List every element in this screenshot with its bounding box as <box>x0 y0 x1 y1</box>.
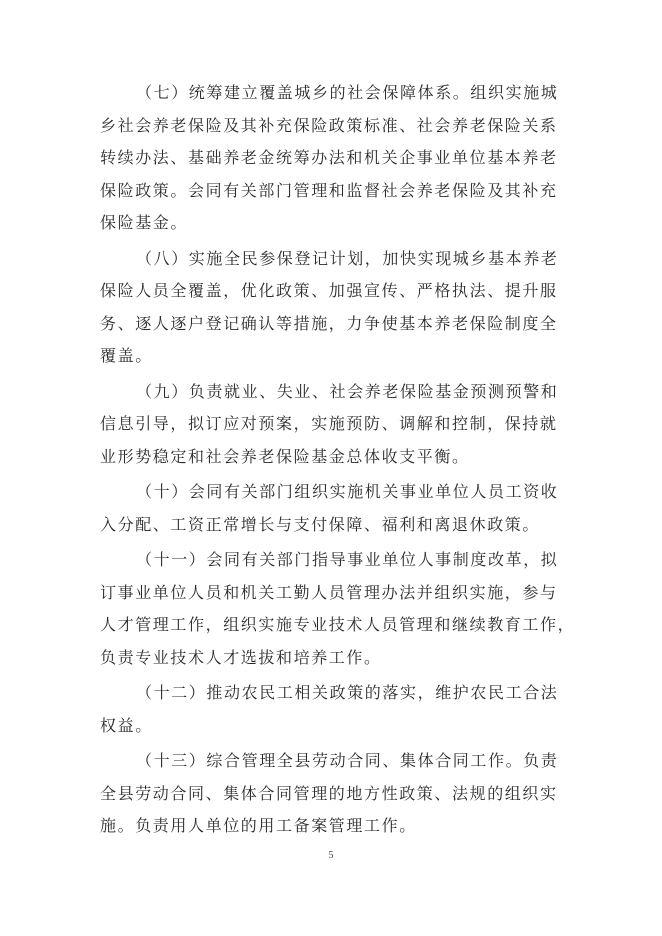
paragraph-line: 覆盖。 <box>100 346 153 365</box>
paragraph-line: 信息引导，拟订应对预案，实施预防、调解和控制，保持就 <box>100 414 558 433</box>
paragraph <box>100 677 580 742</box>
paragraph-line: 权益。 <box>100 715 153 735</box>
paragraph-line: 乡社会养老保险及其补充保险政策标准、社会养老保险关系 <box>100 115 558 135</box>
paragraph-line: 负责专业技术人才选拔和培养工作。 <box>100 647 382 667</box>
paragraph-line: （十一）会同有关部门指导事业单位人事制度改革，拟 <box>136 550 559 569</box>
paragraph <box>100 376 580 474</box>
paragraph-line: 入分配、工资正常增长与支付保障、福利和离退休政策。 <box>100 514 541 534</box>
paragraph-line: 全县劳动合同、集体合同管理的地方性政策、法规的组织实 <box>100 783 558 803</box>
paragraph-line: 保险政策。会同有关部门管理和监督社会养老保险及其补充 <box>100 180 558 200</box>
paragraph <box>100 243 580 373</box>
paragraph-line: （十三）综合管理全县劳动合同、集体合同工作。负责 <box>136 751 559 770</box>
paragraph-line: （八）实施全民参保登记计划，加快实现城乡基本养老 <box>136 248 559 268</box>
paragraph-line: 务、逐人逐户登记确认等措施，力争使基本养老保险制度全 <box>100 313 558 333</box>
paragraph-line: （九）负责就业、失业、社会养老保险基金预测预警和 <box>136 381 559 401</box>
paragraph-line: 订事业单位人员和机关工勤人员管理办法并组织实施，参与 <box>100 582 558 602</box>
paragraph-line: 人才管理工作，组织实施专业技术人员管理和继续教育工作， <box>100 615 576 634</box>
paragraph-line: 转续办法、基础养老金统筹办法和机关企事业单位基本养老 <box>100 148 558 167</box>
paragraph-line: 保险人员全覆盖，优化政策、加强宣传、严格执法、提升服 <box>100 281 558 300</box>
paragraph-line: （七）统筹建立覆盖城乡的社会保障体系。组织实施城 <box>136 83 559 102</box>
paragraph <box>100 77 580 240</box>
page-number: 5 <box>328 850 334 861</box>
paragraph-line: 保险基金。 <box>100 213 189 232</box>
paragraph-line: （十二）推动农民工相关政策的落实，维护农民工合法 <box>136 683 559 702</box>
paragraph-line: 业形势稳定和社会养老保险基金总体收支平衡。 <box>100 446 470 466</box>
paragraph <box>100 745 580 843</box>
paragraph-line: 施。负责用人单位的用工备案管理工作。 <box>100 816 417 835</box>
paragraph <box>100 476 580 541</box>
paragraph <box>100 544 580 674</box>
paragraph-line: （十）会同有关部门组织实施机关事业单位人员工资收 <box>136 482 559 501</box>
document-body <box>100 77 580 846</box>
